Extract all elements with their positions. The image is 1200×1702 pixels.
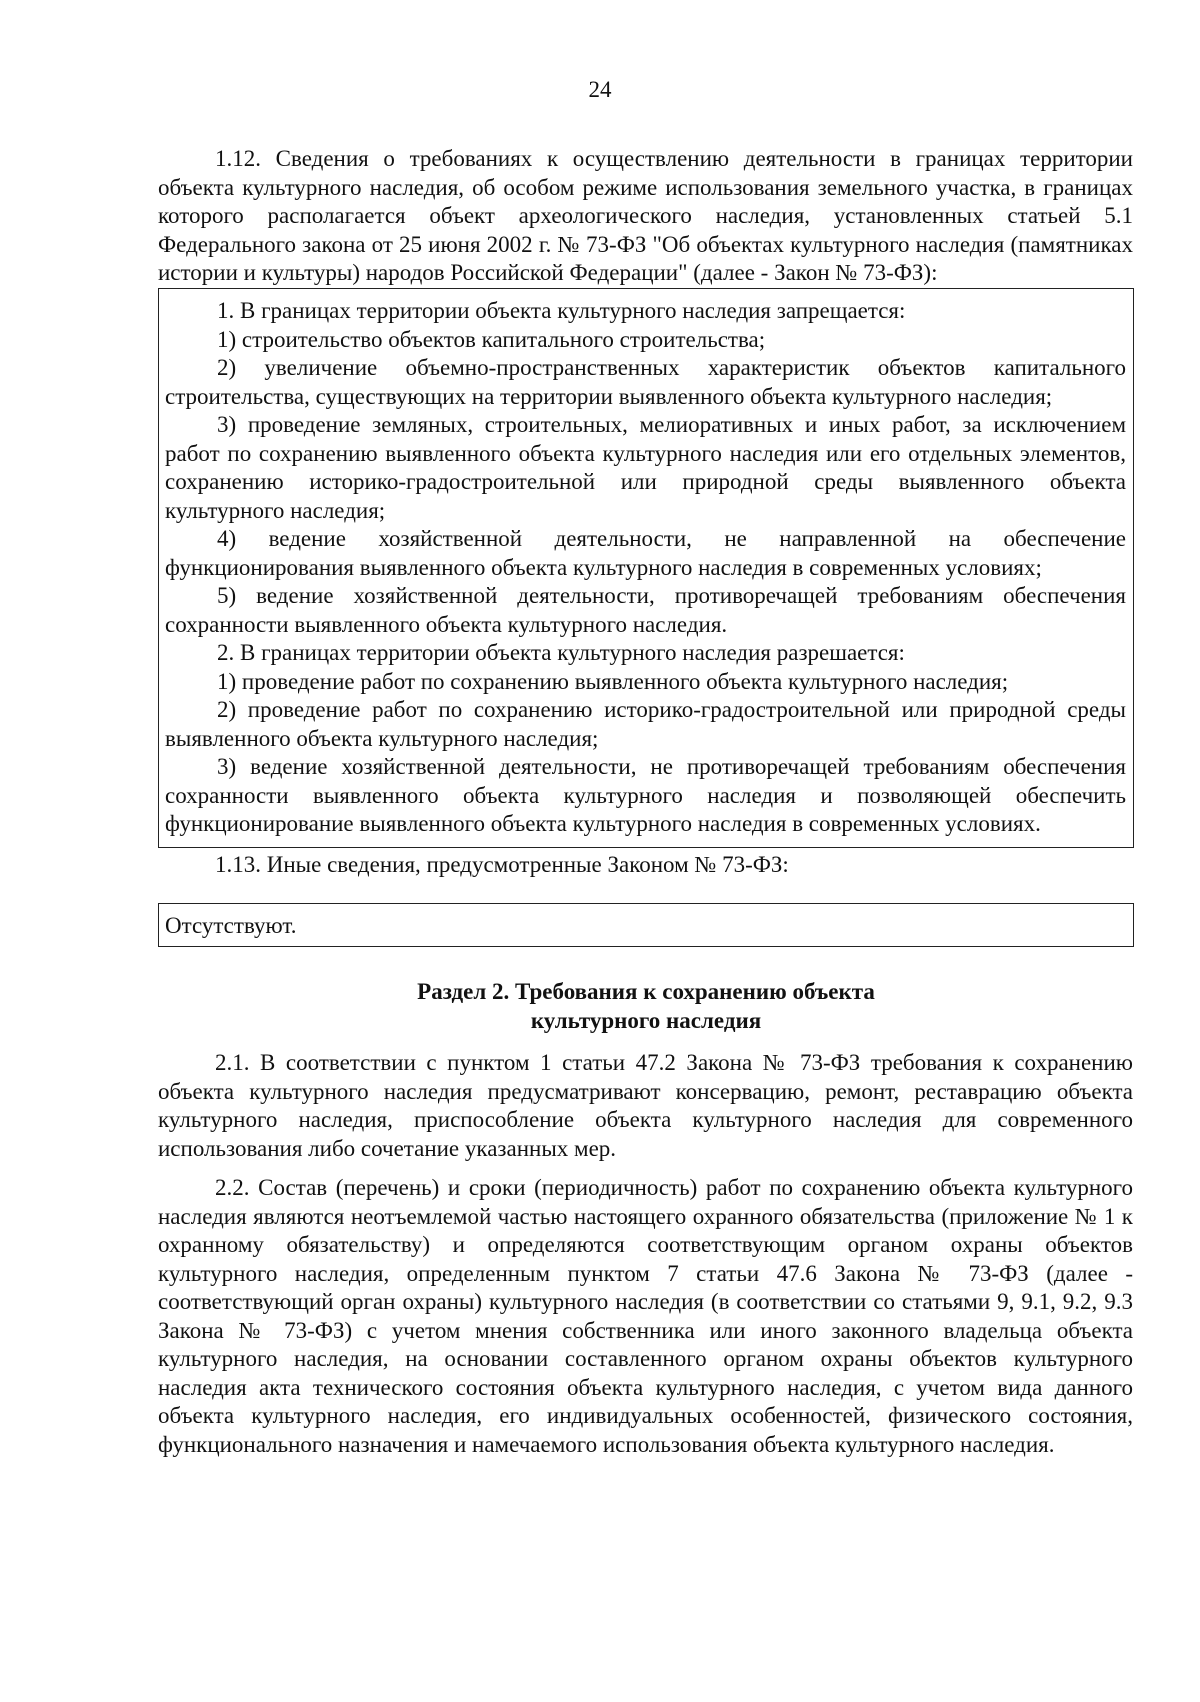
page-number: 24	[588, 77, 612, 102]
box-item-allowed-3: 3) ведение хозяйственной деятельности, не противоречащей требованиям обеспечения сохранности выявленного объекта культурного наследия и позволяющей обеспечить функционирование выявленного объекта культурного наследия в современных условиях.	[165, 754, 1126, 836]
section-2-heading-line-2: культурного наследия	[530, 1008, 762, 1033]
section-1-12-box	[158, 288, 1134, 848]
section-2-heading-line-1: Раздел 2. Требования к сохранению объекта	[417, 979, 875, 1004]
section-1-13-box-text: Отсутствуют.	[165, 913, 297, 938]
section-1-13-paragraph: 1.13. Иные сведения, предусмотренные Законом № 73-ФЗ:	[215, 852, 789, 877]
box-item-prohibited-4: 4) ведение хозяйственной деятельности, не направленной на обеспечение функционирования выявленного объекта культурного наследия в современных условиях;	[165, 526, 1126, 580]
section-1-13-box	[158, 903, 1134, 947]
box-item-allowed-2: 2) проведение работ по сохранению историко-градостроительной или природной среды выявленного объекта культурного наследия;	[165, 697, 1126, 751]
section-1-12-paragraph: 1.12. Сведения о требованиях к осуществлению деятельности в границах территории объекта культурного наследия, об особом режиме использования земельного участка, в границах которого располагается объект археологического наследия, установленных статьей 5.1 Федерального закона от 25 июня 2002 г. № 73-ФЗ "Об объектах культурного наследия (памятниках истории и культуры) народов Российской Федерации" (далее - Закон № 73-ФЗ):	[158, 146, 1133, 285]
box-item-prohibited-5: 5) ведение хозяйственной деятельности, противоречащей требованиям обеспечения сохранности выявленного объекта культурного наследия.	[165, 583, 1126, 637]
section-2-heading	[158, 977, 1134, 1035]
section-2-1-paragraph: 2.1. В соответствии с пунктом 1 статьи 47.2 Закона № 73-ФЗ требования к сохранению объекта культурного наследия предусматривают консервацию, ремонт, реставрацию объекта культурного наследия, приспособление объекта культурного наследия для современного использования либо сочетание указанных мер.	[158, 1050, 1133, 1161]
box-item-prohibited-3: 3) проведение земляных, строительных, мелиоративных и иных работ, за исключением работ по сохранению выявленного объекта культурного наследия или его отдельных элементов, сохранению историко-градостроительной или природной среды выявленного объекта культурного наследия;	[165, 412, 1126, 523]
box-item-prohibited-1: 1) строительство объектов капитального строительства;	[217, 326, 766, 352]
box-item-allowed-header: 2. В границах территории объекта культурного наследия разрешается:	[217, 640, 905, 665]
box-item-permit-prohibited-header: 1. В границах территории объекта культурного наследия запрещается:	[217, 298, 906, 323]
box-item-prohibited-2: 2) увеличение объемно-пространственных характеристик объектов капитального строительства, существующих на территории выявленного объекта культурного наследия;	[165, 355, 1126, 409]
section-2-2-paragraph: 2.2. Состав (перечень) и сроки (периодичность) работ по сохранению объекта культурного наследия являются неотъемлемой частью настоящего охранного обязательства (приложение № 1 к охранному обязательству) и определяются соответствующим органом охраны объектов культурного наследия, определенным пунктом 7 статьи 47.6 Закона № 73-ФЗ (далее - соответствующий орган охраны) культурного наследия (в соответствии со статьями 9, 9.1, 9.2, 9.3 Закона № 73-ФЗ) с учетом мнения собственника или иного законного владельца объекта культурного наследия, на основании составленного органом охраны объектов культурного наследия акта технического состояния объекта культурного наследия, с учетом вида данного объекта культурного наследия, его индивидуальных особенностей, физического состояния, функционального назначения и намечаемого использования объекта культурного наследия.	[158, 1175, 1133, 1457]
box-item-allowed-1: 1) проведение работ по сохранению выявленного объекта культурного наследия;	[217, 668, 1009, 694]
